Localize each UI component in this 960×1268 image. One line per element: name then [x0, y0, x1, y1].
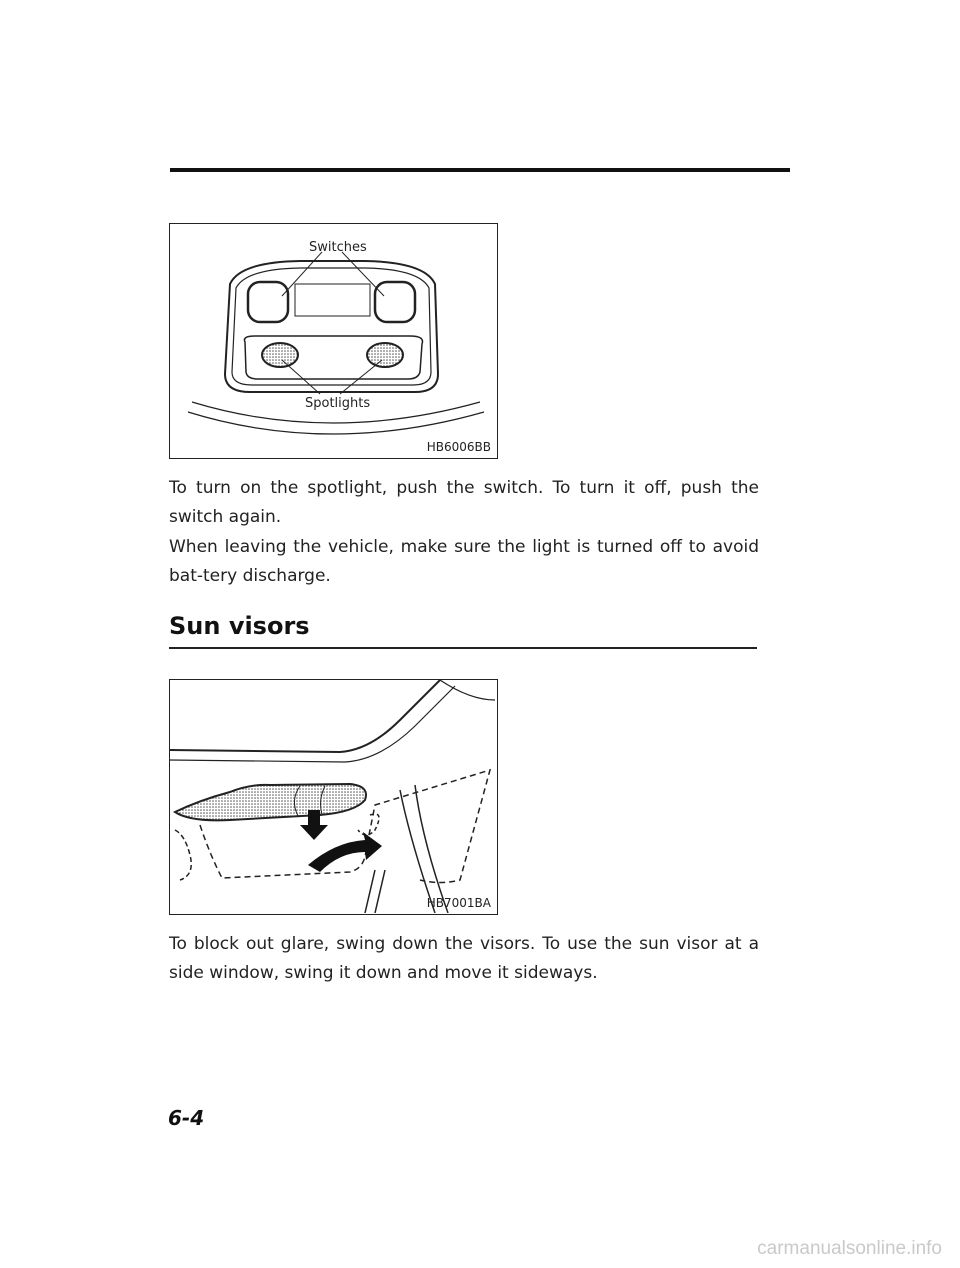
section-title: Sun visors	[169, 612, 310, 640]
sun-visor-illustration	[170, 680, 496, 913]
figure-code: HB6006BB	[426, 440, 491, 454]
page-number: 6-4	[168, 1106, 205, 1130]
watermark: carmanualsonline.info	[757, 1238, 942, 1259]
spotlights-label: Spotlights	[305, 396, 371, 411]
spotlight-illustration	[170, 224, 496, 457]
switches-label: Switches	[309, 240, 367, 255]
battery-note-text: When leaving the vehicle, make sure the light is turned off to avoid bat-tery discharge.	[169, 537, 759, 586]
visor-instruction-text: To block out glare, swing down the visors. To use the sun visor at a side window, swing it down and move it sideways.	[169, 934, 759, 983]
spotlight-operation-text: To turn on the spotlight, push the switch. To turn it off, push the switch again.	[169, 478, 759, 527]
spotlight-figure	[169, 223, 498, 459]
sun-visor-figure	[169, 679, 498, 915]
top-rule	[170, 168, 790, 172]
section-rule	[169, 647, 757, 649]
figure-code: HB7001BA	[426, 896, 491, 910]
